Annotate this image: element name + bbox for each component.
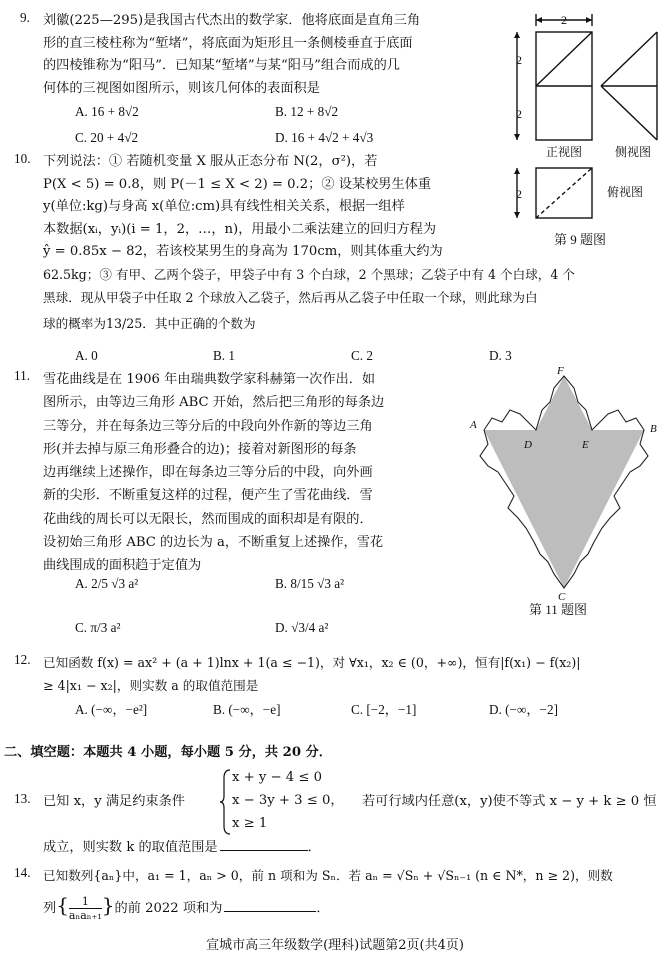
q11-line: 边再继续上述操作，即在每条边三等分后的中段，向外画 [43,465,373,481]
q13-system [232,766,344,835]
q12-option-b[interactable]: B. (−∞，−e] [213,702,281,717]
q11-number: 11. [14,368,30,383]
q11-option-a[interactable]: A. 2/5 √3 a² [75,576,139,591]
q13-number: 13. [14,791,31,806]
q9-line: 刘徽(225—295)是我国古代杰出的数学家．他将底面是直角三角 [43,13,421,28]
q9-number: 9. [20,10,30,25]
q13-constraint: x + y − 4 ≤ 0 [232,770,322,785]
q9-dim-left-3: 2 [516,187,522,201]
q11-label-a: A [470,419,477,431]
q11-line: 图所示，由等边三角形 ABC 开始，然后把三角形的每条边 [43,395,385,411]
q10-line: 本数据(xᵢ，yᵢ)(i = 1，2，…，n)，用最小二乘法建立的回归方程为 [43,221,437,237]
q14-frac-den: aₙaₙ₊₁ [68,909,102,922]
q10-line: y(单位:kg)与身高 x(单位:cm)具有线性相关关系，根据一组样 [43,199,405,214]
q9-option-d[interactable]: D. 16 + 4√2 + 4√3 [275,130,374,145]
q11-line: 花曲线的周长可以无限长，然而围成的面积却是有限的． [43,511,373,527]
q11-stem [43,368,463,578]
page-footer: 宣城市高三年级数学(理科)试题第2页(共4页) [206,938,464,953]
q11-line: 设初始三角形 ABC 的边长为 a，不断重复上述操作，雪花 [43,535,384,551]
q11-label-d: D [524,439,532,451]
q14-line1: 已知数列{aₙ}中，a₁ = 1，aₙ > 0，前 n 项和为 Sₙ．若 aₙ = √Sₙ + √Sₙ₋₁ (n ∈ N*，n ≥ 2)，则数 [43,868,613,883]
q9-dim-left-2: 2 [516,107,522,121]
q14-line2-pre: 列 [43,901,57,916]
q9-dim-left-1: 2 [516,53,522,67]
q11-label-c: C [558,591,566,603]
q11-option-c[interactable]: C. π/3 a² [75,620,121,635]
section-fill-in-title: 二、填空题：本题共 4 小题，每小题 5 分，共 20 分． [4,745,332,760]
q12-line: ≥ 4|x₁ − x₂|，则实数 a 的取值范围是 [43,677,259,693]
q12-stem [43,652,668,697]
q13-answer-blank[interactable] [220,836,308,851]
q11-line: 曲线围成的面积趋于定值为 [43,558,202,574]
q9-stem [43,10,503,100]
q11-label-e: E [582,439,589,451]
q9-top-label: 俯视图 [606,185,644,199]
q12-number: 12. [14,652,31,667]
q13-line2-text: 成立，则实数 k 的取值范围是 [43,840,218,855]
q11-option-b[interactable]: B. 8/15 √3 a² [275,576,345,591]
q11-line: 雪花曲线是在 1906 年由瑞典数学家科赫第一次作出．如 [43,372,376,387]
q9-caption: 第 9 题图 [553,232,607,247]
q11-line: 形(并去掉与原三角形叠合的边)；接着对新图形的每条 [43,441,357,457]
q11-label-f: F [557,366,564,377]
q9-line: 何体的三视图如图所示，则该几何体的表面积是 [43,80,320,96]
q9-side-label: 侧视图 [614,145,652,159]
q9-front-label: 正视图 [545,145,583,159]
q10-line: 62.5kg；③ 有甲、乙两个袋子，甲袋子中有 3 个白球，2 个黑球；乙袋子中有 4 个白球，4 个 [43,267,575,282]
q10-option-b[interactable]: B. 1 [213,348,235,363]
q10-stem-cont [43,264,668,336]
q14-answer-blank[interactable] [224,897,316,912]
q10-number: 10. [14,151,31,166]
q13-prefix: 已知 x，y 满足约束条件 [43,794,185,809]
q11-snowflake-figure [462,366,662,618]
q11-option-d[interactable]: D. √3/4 a² [275,620,329,635]
q10-line: P(X < 5) = 0.8，则 P(－1 ≤ X < 2) = 0.2；② 设某校男生体重 [43,176,432,192]
q10-line: 黑球．现从甲袋子中任取 2 个球放入乙袋子，然后再从乙袋子中任取一个球，则此球为白 [43,289,538,305]
q10-line: ŷ = 0.85x − 82，若该校某男生的身高为 170cm，则其体重大约为 [43,244,443,259]
q12-line: 已知函数 f(x) = ax² + (a + 1)lnx + 1(a ≤ −1)，对 ∀x₁，x₂ ∈ (0，+∞)，恒有|f(x₁) − f(x₂)| [43,655,581,670]
q13-constraint: x − 3y + 3 ≤ 0， [232,793,344,808]
q13-brace [218,768,232,836]
q9-line: 形的直三棱柱称为“堑堵”，将底面为矩形且一条侧棱垂直于底面 [43,35,413,51]
q11-label-b: B [650,423,657,435]
q10-line: 下列说法：① 若随机变量 X 服从正态分布 N(2，σ²)，若 [43,154,378,169]
q9-option-c[interactable]: C. 20 + 4√2 [75,130,139,145]
q12-option-d[interactable]: D. (−∞，−2] [489,702,558,717]
q9-option-b[interactable]: B. 12 + 8√2 [275,104,339,119]
q14-line2: 列{ 1 aₙaₙ₊₁ }的前 2022 项和为 ． [43,893,330,922]
q13-suffix: 若可行域内任意(x，y)使不等式 x − y + k ≥ 0 恒 [362,794,657,809]
q13-constraint: x ≥ 1 [232,816,268,831]
q10-option-d[interactable]: D. 3 [489,348,512,363]
q10-line: 球的概率为13/25．其中正确的个数为 [43,316,256,331]
q9-line: 的四棱锥称为“阳马”．已知某“堑堵”与某“阳马”组合而成的几 [43,58,400,73]
q14-frac-num: 1 [69,895,102,909]
q13-line2: 成立，则实数 k 的取值范围是 ． [43,836,321,860]
q11-line: 新的尖形．不断重复这样的过程，便产生了雪花曲线．雪 [43,488,373,504]
q11-caption: 第 11 题图 [528,602,588,617]
q14-number: 14. [14,865,31,880]
q9-option-a[interactable]: A. 16 + 8√2 [75,104,139,119]
q10-option-c[interactable]: C. 2 [351,348,373,363]
q9-dim-top: 2 [561,13,567,27]
q10-option-a[interactable]: A. 0 [75,348,98,363]
q12-option-a[interactable]: A. (−∞，−e²] [75,702,148,717]
q14-line2-post: 的前 2022 项和为 [114,901,223,916]
q12-option-c[interactable]: C. [−2，−1] [351,702,417,717]
q11-line: 三等分，并在每条边三等分后的中段向外作新的等边三角 [43,418,373,434]
q10-stem [43,151,663,264]
